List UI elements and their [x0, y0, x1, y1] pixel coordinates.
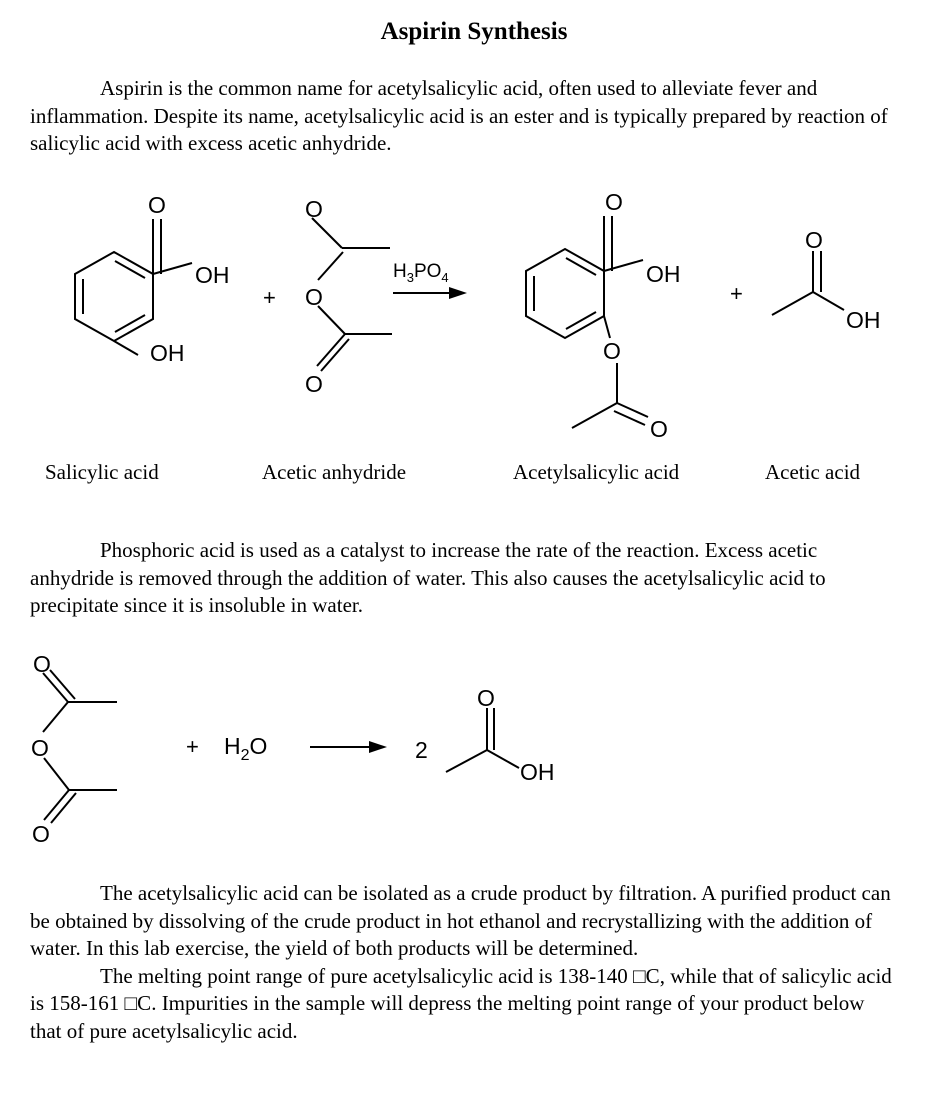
atom-label-o: O — [305, 196, 323, 222]
plus-sign: + — [730, 281, 743, 306]
plus-sign: + — [186, 734, 199, 759]
caption-acetic-anhydride: Acetic anhydride — [262, 460, 407, 484]
atom-label-o: O — [305, 284, 323, 310]
atom-label-oh: OH — [646, 261, 681, 287]
water-formula: $H_2O$ — [224, 733, 268, 764]
atom-label-oh: OH — [195, 262, 230, 288]
atom-label-o: O — [305, 371, 323, 397]
atom-label-o: O — [148, 192, 166, 218]
reaction-arrow — [393, 261, 467, 299]
intro-paragraph: Aspirin is the common name for acetylsalicylic acid, often used to alleviate fever and inflammation. Despite its name, acetylsalicylic acid is an ester and is typically prepared by reaction of salicylic acid with excess acetic anhydride. — [30, 76, 888, 155]
arrow-head-icon — [369, 741, 387, 753]
atom-label-o: O — [477, 685, 495, 711]
arrow-head-icon — [449, 287, 467, 299]
caption-acetic-acid: Acetic acid — [765, 460, 861, 484]
atom-label-oh: OH — [150, 340, 185, 366]
atom-label-o: O — [32, 821, 50, 847]
atom-label-oh: OH — [520, 759, 555, 785]
acetic-anhydride-structure — [305, 196, 392, 397]
atom-label-o: O — [33, 651, 51, 677]
atom-label-o: O — [605, 189, 623, 215]
isolation-paragraph: The acetylsalicylic acid can be isolated as a crude product by filtration. A purified product can be obtained by dissolving of the crude product in hot ethanol and recrystallizing with the addition of water. In this lab exercise, the yield of both products will be determined. — [30, 881, 891, 960]
catalyst-paragraph: Phosphoric acid is used as a catalyst to increase the rate of the reaction. Excess acetic anhydride is removed through the addition of water. This also causes the acetylsalicylic acid to precipitate since it is insoluble in water. — [30, 538, 826, 617]
atom-label-o: O — [31, 735, 49, 761]
caption-salicylic-acid: Salicylic acid — [45, 460, 159, 484]
stoichiometric-coefficient: 2 — [415, 737, 428, 763]
atom-label-o: O — [650, 416, 668, 442]
aspirin-synthesis-reaction — [0, 185, 948, 445]
acetylsalicylic-acid-structure — [526, 189, 681, 442]
hydrolysis-reaction — [0, 650, 948, 850]
isolation-paragraphs — [30, 880, 900, 1045]
caption-acetylsalicylic-acid: Acetylsalicylic acid — [513, 460, 680, 484]
acetic-acid-structure — [772, 227, 881, 333]
acetic-acid-structure — [446, 685, 555, 785]
reaction-arrow — [310, 741, 387, 753]
acetic-anhydride-structure — [31, 651, 117, 847]
page-title: Aspirin Synthesis — [380, 18, 568, 45]
atom-label-oh: OH — [846, 307, 881, 333]
atom-label-o: O — [805, 227, 823, 253]
melting-point-paragraph: The melting point range of pure acetylsalicylic acid is 138-140 □C, while that of salicylic acid is 158-161 □C. Impurities in the sample will depress the melting point range of your product below that of pure acetylsalicylic acid. — [30, 963, 892, 1043]
plus-sign: + — [263, 285, 276, 310]
atom-label-o: O — [603, 338, 621, 364]
salicylic-acid-structure — [75, 192, 230, 366]
svg-text:H3PO4: $H_3PO_4$ — [393, 261, 449, 285]
